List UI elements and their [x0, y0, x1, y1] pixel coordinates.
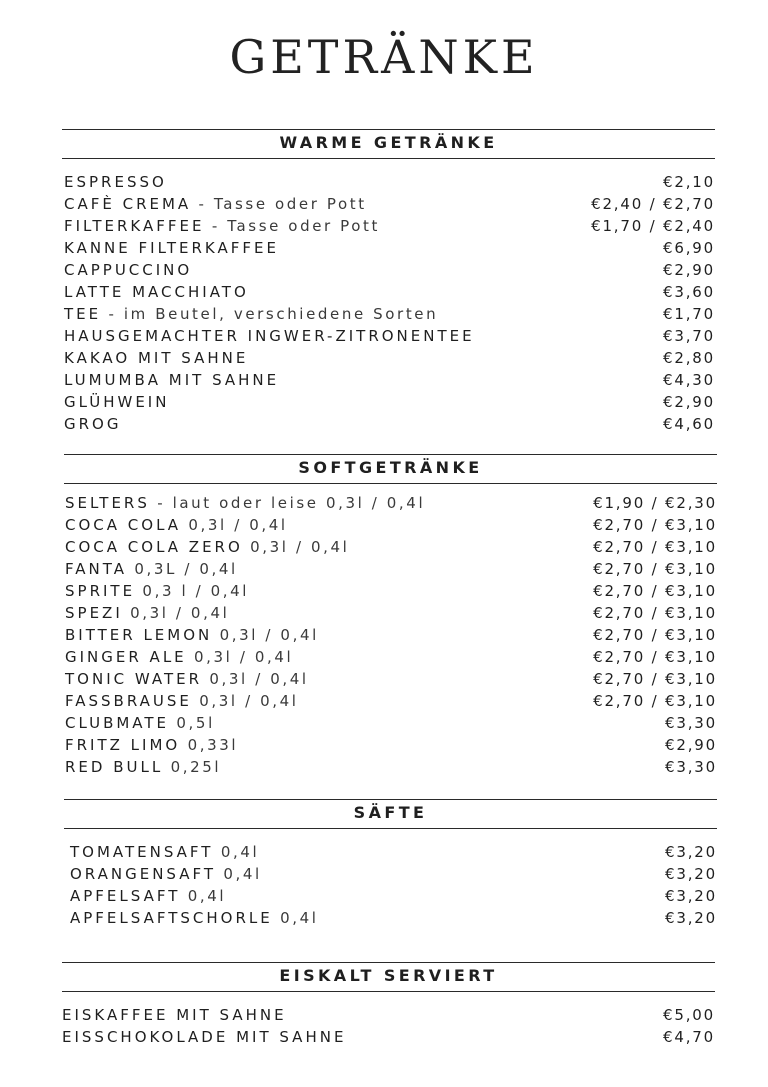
item-detail: - Tasse oder Pott: [204, 217, 381, 235]
menu-item: [64, 237, 715, 259]
item-price: €2,90: [663, 393, 715, 411]
menu-item: [65, 690, 717, 712]
item-price: €1,70: [663, 305, 715, 323]
section-heading: SOFTGETRÄNKE: [298, 458, 483, 477]
item-price: €2,70 / €3,10: [593, 538, 717, 556]
item-name: GROG: [64, 415, 122, 433]
item-name: TOMATENSAFT: [70, 843, 214, 861]
item-detail: 0,25l: [163, 758, 222, 776]
menu-item: [65, 646, 717, 668]
item-price: €2,70 / €3,10: [593, 648, 717, 666]
menu-item: [64, 281, 715, 303]
item-price: €2,70 / €3,10: [593, 670, 717, 688]
item-price: €2,70 / €3,10: [593, 692, 717, 710]
item-name: BITTER LEMON: [65, 626, 213, 644]
item-name: LATTE MACCHIATO: [64, 283, 249, 301]
section-heading-bar: [64, 454, 717, 484]
section-heading-bar: [62, 129, 715, 159]
item-name: SELTERS: [65, 494, 150, 512]
section-heading: WARME GETRÄNKE: [279, 133, 498, 152]
item-price: €3,20: [665, 865, 717, 883]
item-price: €4,30: [663, 371, 715, 389]
menu-item: [65, 492, 717, 514]
item-name: SPEZI: [65, 604, 123, 622]
item-detail: 0,4l: [180, 887, 227, 905]
item-price: €2,90: [663, 261, 715, 279]
item-name: CLUBMATE: [65, 714, 170, 732]
item-detail: 0,3L / 0,4l: [127, 560, 238, 578]
item-detail: 0,3l / 0,4l: [181, 516, 288, 534]
section-heading: SÄFTE: [353, 803, 428, 822]
menu-item: [64, 347, 715, 369]
menu-item: [65, 536, 717, 558]
item-price: €3,60: [663, 283, 715, 301]
menu-item: [70, 841, 717, 863]
item-price: €2,80: [663, 349, 715, 367]
menu-item: [62, 1004, 715, 1026]
item-name: KANNE FILTERKAFFEE: [64, 239, 279, 257]
item-price: €3,20: [665, 909, 717, 927]
menu-item: [64, 391, 715, 413]
item-name: LUMUMBA MIT SAHNE: [64, 371, 280, 389]
item-price: €3,70: [663, 327, 715, 345]
item-list: [64, 171, 715, 435]
item-price: €2,70 / €3,10: [593, 626, 717, 644]
item-name: EISSCHOKOLADE MIT SAHNE: [62, 1028, 347, 1046]
menu-item: [62, 1026, 715, 1048]
item-price: €3,30: [665, 758, 717, 776]
item-list: [70, 841, 717, 929]
item-price: €4,60: [663, 415, 715, 433]
item-name: FANTA: [65, 560, 127, 578]
item-price: €2,70 / €3,10: [593, 582, 717, 600]
page-title: GETRÄNKE: [229, 30, 539, 84]
item-name: EISKAFFEE MIT SAHNE: [62, 1006, 287, 1024]
menu-item: [65, 624, 717, 646]
item-name: FRITZ LIMO: [65, 736, 181, 754]
item-name: KAKAO MIT SAHNE: [64, 349, 249, 367]
item-name: COCA COLA: [65, 516, 182, 534]
item-price: €6,90: [663, 239, 715, 257]
item-price: €2,70 / €3,10: [593, 560, 717, 578]
menu-item: [70, 907, 717, 929]
item-detail: 0,4l: [272, 909, 319, 927]
item-detail: 0,4l: [213, 843, 260, 861]
item-detail: 0,4l: [216, 865, 262, 883]
menu-item: [65, 756, 717, 778]
menu-item: [65, 558, 717, 580]
item-name: SPRITE: [65, 582, 136, 600]
menu-item: [65, 734, 717, 756]
item-price: €3,20: [665, 887, 717, 905]
menu-item: [64, 369, 715, 391]
item-detail: - im Beutel, verschiedene Sorten: [101, 305, 439, 323]
item-detail: - Tasse oder Pott: [191, 195, 367, 213]
item-detail: 0,3l / 0,4l: [122, 604, 230, 622]
item-name: CAPPUCCINO: [64, 261, 193, 279]
section-eiskalt-serviert: [62, 962, 715, 1046]
menu-item: [65, 514, 717, 536]
item-price: €2,70 / €3,10: [593, 516, 717, 534]
item-detail: 0,3l / 0,4l: [242, 538, 350, 556]
menu-item: [70, 863, 717, 885]
item-name: APFELSAFTSCHORLE: [70, 909, 273, 927]
item-price: €3,20: [665, 843, 717, 861]
item-name: APFELSAFT: [70, 887, 181, 905]
menu-item: [64, 215, 715, 237]
item-name: TONIC WATER: [65, 670, 203, 688]
item-price: €2,90: [665, 736, 717, 754]
item-detail: 0,5l: [169, 714, 215, 732]
menu-item: [64, 259, 715, 281]
section-heading-bar: [62, 962, 715, 992]
item-name: GLÜHWEIN: [64, 393, 170, 411]
item-name: GINGER ALE: [65, 648, 187, 666]
item-detail: - laut oder leise 0,3l / 0,4l: [149, 494, 426, 512]
menu-item: [64, 303, 715, 325]
item-detail: 0,33l: [180, 736, 239, 754]
item-name: RED BULL: [65, 758, 164, 776]
item-price: €4,70: [663, 1028, 715, 1046]
item-name: FILTERKAFFEE: [64, 217, 205, 235]
item-name: COCA COLA ZERO: [65, 538, 243, 556]
item-name: FASSBRAUSE: [65, 692, 192, 710]
section-saefte: [64, 799, 717, 927]
menu-item: [65, 602, 717, 624]
item-name: ORANGENSAFT: [70, 865, 217, 883]
section-warme-getraenke: [62, 129, 715, 433]
menu-item: [70, 885, 717, 907]
menu-item: [64, 413, 715, 435]
item-price: €2,40 / €2,70: [591, 195, 715, 213]
section-heading: EISKALT SERVIERT: [279, 966, 498, 985]
item-detail: 0,3l / 0,4l: [186, 648, 294, 666]
item-detail: 0,3l / 0,4l: [191, 692, 299, 710]
item-price: €5,00: [663, 1006, 715, 1024]
item-price: €2,70 / €3,10: [593, 604, 717, 622]
item-price: €1,70 / €2,40: [591, 217, 715, 235]
item-price: €2,10: [663, 173, 715, 191]
item-detail: 0,3l / 0,4l: [202, 670, 309, 688]
item-name: ESPRESSO: [64, 173, 167, 191]
item-list: [65, 492, 717, 778]
menu-item: [64, 171, 715, 193]
item-price: €1,90 / €2,30: [593, 494, 717, 512]
item-list: [62, 1004, 715, 1048]
item-name: CAFÈ CREMA: [64, 195, 192, 213]
item-name: TEE: [64, 305, 102, 323]
menu-item: [65, 712, 717, 734]
menu-item: [64, 193, 715, 215]
item-detail: 0,3l / 0,4l: [212, 626, 319, 644]
menu-item: [65, 580, 717, 602]
section-softgetraenke: [64, 454, 717, 776]
item-name: HAUSGEMACHTER INGWER-ZITRONENTEE: [64, 327, 475, 345]
menu-item: [64, 325, 715, 347]
menu-item: [65, 668, 717, 690]
item-detail: 0,3 l / 0,4l: [135, 582, 250, 600]
section-heading-bar: [64, 799, 717, 829]
item-price: €3,30: [665, 714, 717, 732]
